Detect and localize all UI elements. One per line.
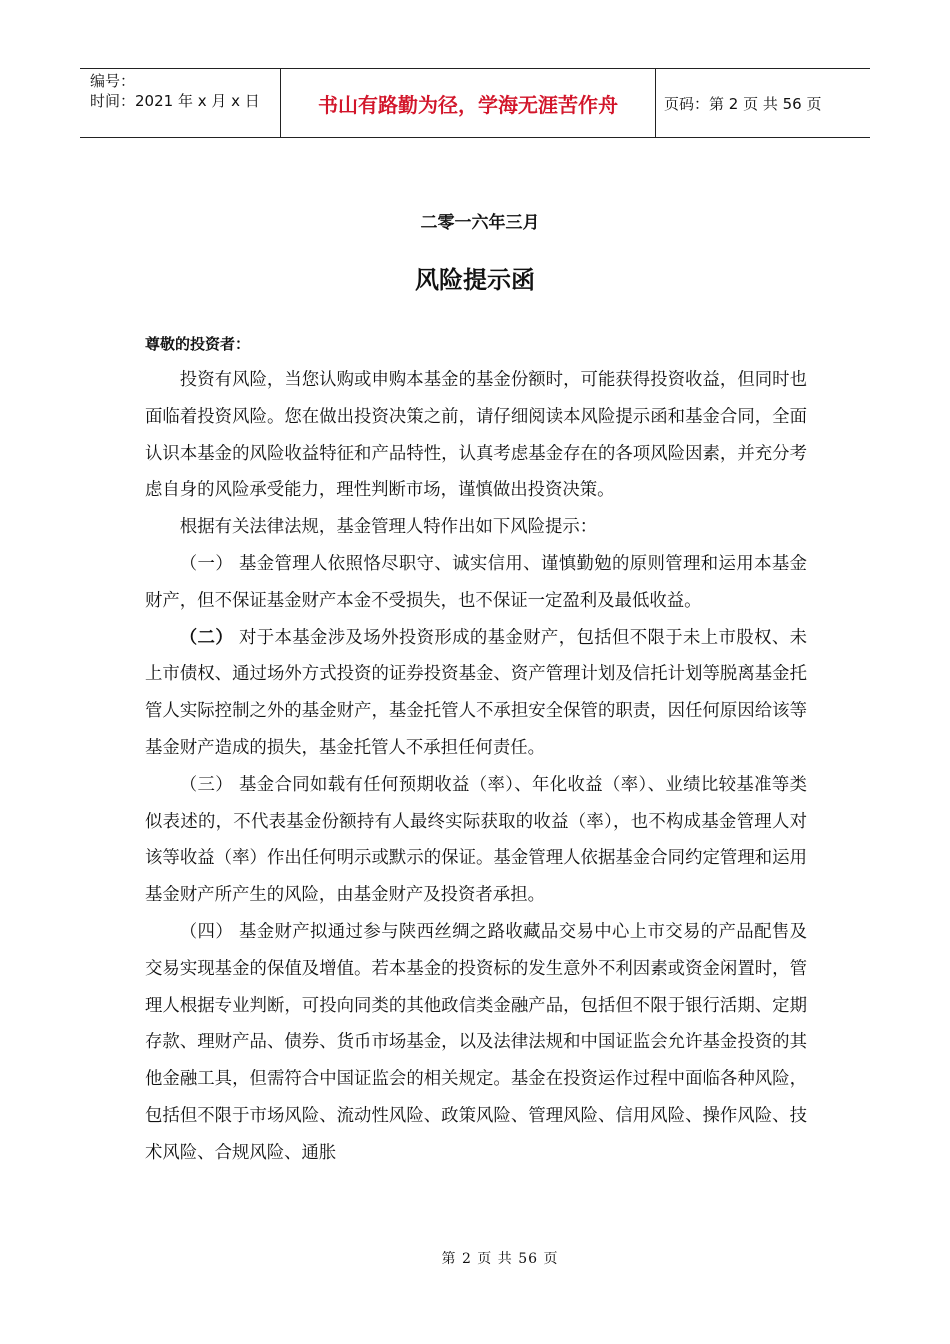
number-label: 编号： [90,72,136,90]
header-page-label: 页码：第 2 页 共 56 页 [664,94,822,113]
risk-item-4-text: 基金财产拟通过参与陕西丝绸之路收藏品交易中心上市交易的产品配售及交易实现基金的保值及增值。若本基金的投资标的发生意外不利因素或资金闲置时，管理人根据专业判断，可投向同类的其他政信类金融产品，包括但不限于银行活期、定期存款、理财产品、债券、货币市场基金，以及法律法规和中国证监会允许基金投资的其他金融工具，但需符合中国证监会的相关规定。基金在投资运作过程中面临各种风险，包括但不限于市场风险、流动性风险、政策风险、管理风险、信用风险、操作风险、技术风险、合规风险、通胀 [145,921,807,1163]
risk-item-2 [145,620,807,767]
salutation: 尊敬的投资者： [145,335,251,353]
risk-item-3-text: 基金合同如载有任何预期收益（率）、年化收益（率）、业绩比较基准等类似表述的，不代表基金份额持有人最终实际获取的收益（率），也不构成基金管理人对该等收益（率）作出任何明示或默示的保证。基金管理人依据基金合同约定管理和运用基金财产所产生的风险，由基金财产及投资者承担。 [145,774,807,906]
page-footer: 第 2 页 共 56 页 [441,1251,559,1267]
document-body [145,362,807,1172]
risk-item-4-label: （四） [179,921,234,942]
paragraph-intro: 投资有风险，当您认购或申购本基金的基金份额时，可能获得投资收益，但同时也面临着投资风险。您在做出投资决策之前，请仔细阅读本风险提示函和基金合同，全面认识本基金的风险收益特征和产品特性，认真考虑基金存在的各项风险因素，并充分考虑自身的风险承受能力，理性判断市场，谨慎做出投资决策。 [145,370,807,501]
date-line: 二零一六年三月 [420,213,540,233]
paragraph-notice: 根据有关法律法规，基金管理人特作出如下风险提示： [179,517,598,538]
document-title: 风险提示函 [415,265,535,294]
header-meta [80,69,280,137]
risk-item-1 [145,546,807,620]
risk-item-4 [145,914,807,1172]
risk-item-1-label: （一） [179,553,234,574]
risk-item-2-label: （二） [179,627,234,648]
risk-item-3 [145,767,807,914]
header-motto: 书山有路勤为径，学海无涯苦作舟 [280,69,656,137]
risk-item-1-text: 基金管理人依照恪尽职守、诚实信用、谨慎勤勉的原则管理和运用本基金财产，但不保证基金财产本金不受损失，也不保证一定盈利及最低收益。 [145,553,807,611]
time-label: 时间：2021 年 x 月 x 日 [90,92,260,110]
page-header [80,68,870,138]
risk-item-3-label: （三） [179,774,234,795]
risk-item-2-text: 对于本基金涉及场外投资形成的基金财产，包括但不限于未上市股权、未上市债权、通过场外方式投资的证券投资基金、资产管理计划及信托计划等脱离基金托管人实际控制之外的基金财产，基金托管人不承担安全保管的职责，因任何原因给该等基金财产造成的损失，基金托管人不承担任何责任。 [145,627,807,758]
